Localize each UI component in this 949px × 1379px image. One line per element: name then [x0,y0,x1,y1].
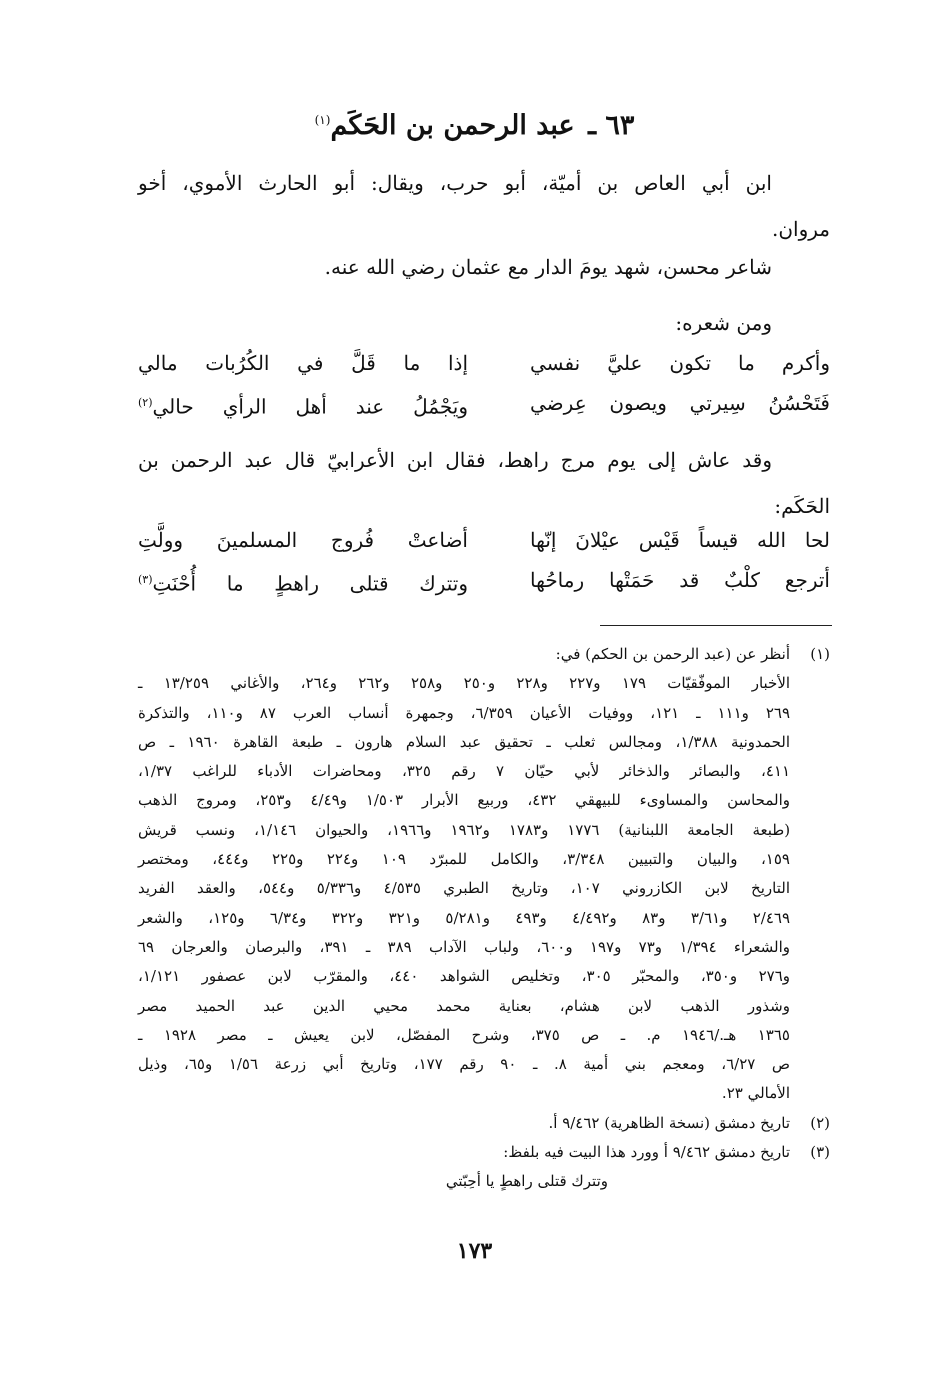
footnote-3 [138,1138,830,1197]
footnote-line: ٤١١، والبصائر والذخائر لأبي حيّان ٧ رقم ٣٢٥، ومحاضرات الأدباء للراغب ١/٣٧، [138,762,791,781]
intro-line-2: مروان. [771,217,830,241]
footnote-text: تاريخ دمشق ٩/٤٦٢ أ وورد هذا البيت فيه بلفظ: [503,1143,790,1162]
footnote-divider [600,625,832,626]
page-number: ١٧٣ [456,1238,493,1264]
footnote-line: ١٥٩، والبيان والتبيين ٣/٣٤٨، والكامل للمبرّد ١٠٩ و٢٢٤ و٢٢٥ و٤٤٤، ومختصر [138,850,790,869]
verse-footnote-ref[interactable]: (٢) [138,396,153,409]
verse-footnote-ref[interactable]: (٣) [138,573,153,586]
entry-number: ٦٣ ـ [588,110,635,141]
footnote-text: تاريخ دمشق (نسخة الظاهرية) ٩/٤٦٢ أ. [548,1113,790,1132]
intro-line-4: ومن شعره: [675,311,772,335]
footnote-line: والمحاسن والمساوىء للبيهقي ٤٣٢، وربيع الأبرار ١/٥٠٣ و٤/٤٩ و٢٥٣، ومروج الذهب [138,791,791,810]
intro-line-1: ابن أبي العاص بن أميّة، أبو حرب، ويقال: أبو الحارث الأموي، أخو [138,171,772,195]
footnote-2 [138,1109,830,1138]
middle-line-2: الحَكَم: [774,494,830,518]
footnote-line: وشذور الذهب لابن هشام، بعناية محمد محيي الدين عبد الحميد مصر [138,996,790,1015]
footnote-1 [138,640,830,1109]
intro-sentence [138,244,830,290]
footnote-label: (١) [810,645,830,663]
footnote-label: (٢) [810,1113,830,1132]
footnote-label: (٣) [810,1143,830,1162]
verse-first-hemistich: وأكرم ما تكون عليَّ نفسي [530,351,830,375]
heading-footnote-ref[interactable]: (١) [314,113,331,127]
middle-line-1: وقد عاش إلى يوم مرج راهط، فقال ابن الأعرابيّ قال عبد الرحمن بن [138,448,772,472]
verse-second-hemistich-with-ref [138,380,468,430]
verse-second-hemistich: وتترك قتلى راهطٍ ما أُحْنَتِ [152,571,468,596]
verse-first-hemistich: لحا الله قيساً قَيْس عيْلانَ إنّها [530,528,830,552]
footnote-quote: وتترك قتلى راهطٍ يا أحِبّتي [445,1172,608,1191]
footnote-line: أنظر عن (عبد الرحمن بن الحكم) في: [555,645,790,663]
footnote-line: الحمدونية ١/٣٨٨، ومجالس ثعلب ـ تحقيق عبد السلام هارون ـ طبعة القاهرة ١٩٦٠ ـ ص [138,732,790,751]
footnote-line: ٢/٤٦٩ و٣/٦١ و٨٣ و٤/٤٩٢ و٤٩٣ و٥/٢٨١ و٣٢١ و٣٢٢ و٦/٣٤ و١٢٥، والشعر [138,908,790,927]
intro-paragraph [138,160,830,252]
verse-second-hemistich: ويَجْمُلُ عند أهل الرأي حالي [152,394,468,419]
entry-name: عبد الرحمن بن الحَكَم [330,110,575,141]
footnote-line: (طبعة الجامعة اللبنانية) ١٧٧٦ و١٧٨٣ و١٩٦٢ و١٩٦٦، والحيوان ١/١٤٦، ونسب قريش [138,820,791,839]
verse-second-hemistich-with-ref [138,557,468,607]
footnote-line: والشعراء ١/٣٩٤ و٧٣ و١٩٧ و٦٠٠، ولباب الآداب ٣٨٩ ـ ٣٩١، والبرصان والعرجان ٦٩ [138,937,791,956]
footnote-line: ١٣٦٥ هـ./١٩٤٦ م. ـ ص ٣٧٥، وشرح المفصّل، لابن يعيش ـ مصر ١٩٢٨ ـ [138,1025,790,1044]
footnote-line: و٢٧٦ و٣٥٠، والمحبّر ٣٠٥، وتخليص الشواهد ٤٤٠، والمقرّب لابن عصفور ١/١٢١، [138,967,790,986]
footnotes [138,640,830,1197]
middle-paragraph [138,437,830,529]
footnote-line: ص ٦/٢٧، ومعجم بني أمية ٨. ـ ٩٠ رقم ١٧٧، وتاريخ أبي زرعة ١/٥٦ و٦٥، وذيل [138,1055,791,1074]
poem2-verse-2 [138,557,830,603]
footnote-line: الأخبار الموفّقيّات ١٧٩ و٢٢٧ و٢٢٨ و٢٥٠ و٢٥٨ و٢٦٢ و٢٦٤، والأغاني ١٣/٢٥٩ ـ [138,674,791,693]
footnote-line: الأمالي ٢٣. [721,1084,790,1103]
verse-first-hemistich: فَتَحْسُنُ سِيرتي ويصون عِرضي [530,391,830,415]
entry-heading [0,100,949,146]
footnote-line: التاريخ لابن الكازروني ١٠٧، وتاريخ الطبري ٤/٥٣٥ و٥/٣٣٦ و٥٤٤، والعقد الفريد [138,879,790,898]
footnote-line: ٢٦٩ و١١١ ـ ١٢١، ووفيات الأعيان ٦/٣٥٩، وجمهرة أنساب العرب ٨٧ و١١٠، والتذكرة [138,703,790,722]
verse-second-hemistich: إذا ما قَلَّ في الكُرُبات مالي [138,351,468,375]
poem1-verse-2 [138,380,830,426]
verse-first-hemistich: أترجع كلْبٌ قد حَمَتْها رماحُها [530,568,830,592]
intro-line-3: شاعر محسن، شهد يومَ الدار مع عثمان رضي الله عنه. [324,255,772,279]
verse-second-hemistich: أضاعتْ فُروج المسلمينَ وولَّتِ [138,528,468,552]
